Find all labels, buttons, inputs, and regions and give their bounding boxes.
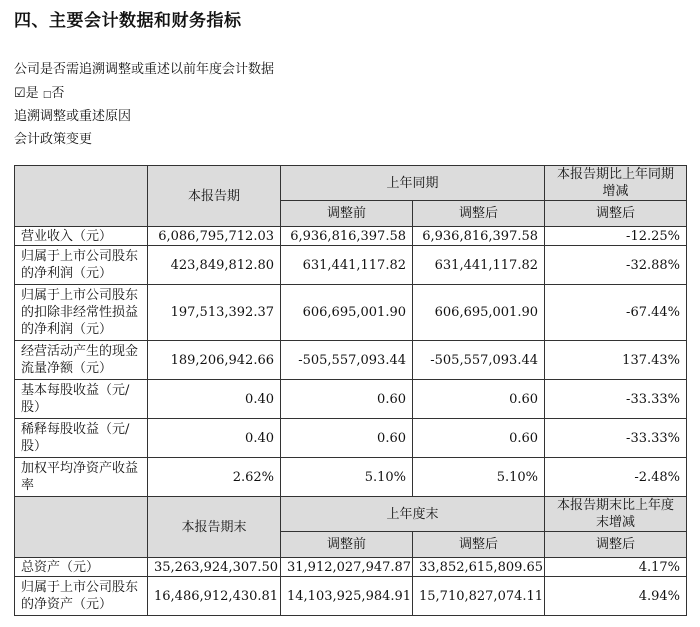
table-row [15, 380, 687, 419]
cell-before: 31,912,027,947.87 [281, 558, 413, 577]
cell-current: 189,206,942.66 [148, 341, 281, 380]
cell-after: 606,695,001.90 [413, 285, 545, 341]
cell-after: 5.10% [413, 458, 545, 497]
cell-change: -2.48% [545, 458, 687, 497]
cell-change: -32.88% [545, 246, 687, 285]
cell-current: 16,486,912,430.81 [148, 577, 281, 616]
cell-before: 606,695,001.90 [281, 285, 413, 341]
header-current-period: 本报告期 [148, 166, 281, 227]
row-label: 归属于上市公司股东的扣除非经常性损益的净利润（元） [15, 285, 148, 341]
cell-before: 0.60 [281, 419, 413, 458]
cell-after: 15,710,827,074.11 [413, 577, 545, 616]
yes-label: 是 [25, 86, 39, 101]
cell-change: 137.43% [545, 341, 687, 380]
header-after-adjust-2: 调整后 [413, 532, 545, 558]
cell-change: -12.25% [545, 227, 687, 246]
cell-before: 6,936,816,397.58 [281, 227, 413, 246]
header-blank-2 [15, 497, 148, 558]
header-prior-year-end: 上年度末 [281, 497, 545, 532]
cell-current: 0.40 [148, 380, 281, 419]
header-change-after-adjust-2: 调整后 [545, 532, 687, 558]
header-change-after-adjust: 调整后 [545, 201, 687, 227]
unchecked-box-icon: □ [42, 90, 52, 100]
no-label: 否 [51, 86, 65, 101]
cell-before: 0.60 [281, 380, 413, 419]
row-label: 经营活动产生的现金流量净额（元） [15, 341, 148, 380]
header-current-period-end: 本报告期末 [148, 497, 281, 558]
row-label: 总资产（元） [15, 558, 148, 577]
table-row [15, 285, 687, 341]
cell-before: -505,557,093.44 [281, 341, 413, 380]
checked-box-icon: ☑ [14, 86, 26, 101]
header-blank-1 [15, 166, 148, 227]
table-row [15, 341, 687, 380]
cell-after: 6,936,816,397.58 [413, 227, 545, 246]
row-label: 基本每股收益（元/股） [15, 380, 148, 419]
row-label: 归属于上市公司股东的净资产（元） [15, 577, 148, 616]
cell-current: 2.62% [148, 458, 281, 497]
row-label: 归属于上市公司股东的净利润（元） [15, 246, 148, 285]
header-before-adjust-2: 调整前 [281, 532, 413, 558]
cell-current: 6,086,795,712.03 [148, 227, 281, 246]
header-before-adjust: 调整前 [281, 201, 413, 227]
table-row [15, 419, 687, 458]
financial-data-table [14, 165, 687, 616]
table-row [15, 577, 687, 616]
table-row [15, 246, 687, 285]
header-change: 本报告期比上年同期增减 [545, 166, 687, 201]
table-row [15, 458, 687, 497]
cell-current: 423,849,812.80 [148, 246, 281, 285]
cell-current: 197,513,392.37 [148, 285, 281, 341]
cell-after: 0.60 [413, 419, 545, 458]
header-after-adjust: 调整后 [413, 201, 545, 227]
header-change-2: 本报告期末比上年度末增减 [545, 497, 687, 532]
adjust-reason-value: 会计政策变更 [14, 132, 93, 147]
header-prior-period: 上年同期 [281, 166, 545, 201]
cell-after: 631,441,117.82 [413, 246, 545, 285]
cell-change: -33.33% [545, 380, 687, 419]
adjust-reason-label: 追溯调整或重述原因 [14, 109, 132, 124]
cell-current: 35,263,924,307.50 [148, 558, 281, 577]
cell-change: 4.17% [545, 558, 687, 577]
cell-after: -505,557,093.44 [413, 341, 545, 380]
table-row [15, 227, 687, 246]
cell-change: -33.33% [545, 419, 687, 458]
cell-current: 0.40 [148, 419, 281, 458]
cell-after: 33,852,615,809.65 [413, 558, 545, 577]
adjust-question: 公司是否需追溯调整或重述以前年度会计数据 [14, 62, 275, 77]
table-row [15, 558, 687, 577]
row-label: 加权平均净资产收益率 [15, 458, 148, 497]
cell-change: 4.94% [545, 577, 687, 616]
section-heading: 四、主要会计数据和财务指标 [14, 11, 242, 31]
adjust-answer [14, 82, 64, 101]
row-label: 营业收入（元） [15, 227, 148, 246]
cell-before: 631,441,117.82 [281, 246, 413, 285]
cell-before: 14,103,925,984.91 [281, 577, 413, 616]
cell-after: 0.60 [413, 380, 545, 419]
row-label: 稀释每股收益（元/股） [15, 419, 148, 458]
cell-change: -67.44% [545, 285, 687, 341]
cell-before: 5.10% [281, 458, 413, 497]
